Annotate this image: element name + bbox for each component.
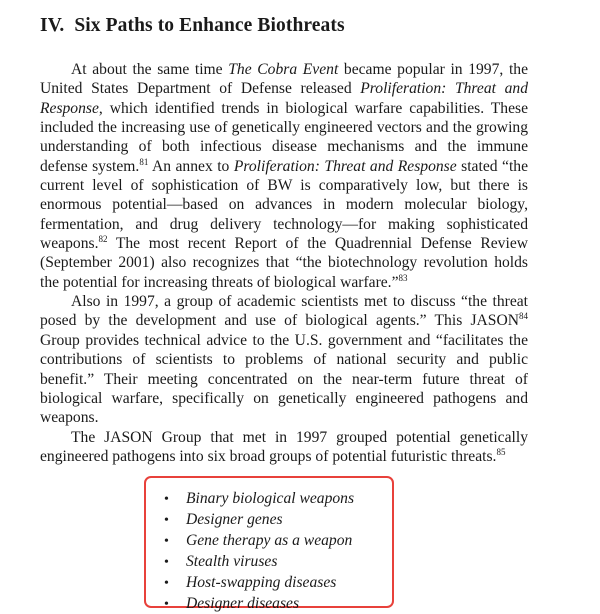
text-run: , which identified trends in biological warfare capabilities. These included the increasing use of genetically engineered vectors and the growing understanding of both infectious disease mechanisms and the immune defense system. <box>40 99 528 175</box>
list-item-text: Gene therapy as a weapon <box>186 532 353 549</box>
bullet-icon: • <box>164 597 169 612</box>
list-item <box>164 552 354 573</box>
bullet-icon: • <box>164 513 169 528</box>
list-item <box>164 510 354 531</box>
body-paragraph <box>40 292 528 427</box>
list-item-text: Host-swapping diseases <box>186 574 337 591</box>
italic-title: The Cobra Event <box>228 61 339 78</box>
footnote-ref: 85 <box>496 446 506 457</box>
text-run: became popular in 1997, the United States Department of Defense released <box>40 61 528 98</box>
footnote-ref: 81 <box>139 156 149 167</box>
body-paragraph <box>40 428 528 467</box>
italic-title: Proliferation: Threat and Response <box>40 80 528 117</box>
bullet-icon: • <box>164 555 169 570</box>
list-item <box>164 594 354 614</box>
footnote-ref: 84 <box>519 311 528 322</box>
list-item-text: Designer genes <box>186 511 283 528</box>
list-item <box>164 573 354 594</box>
list-item-text: Binary biological weapons <box>186 490 355 507</box>
text-run: The most recent Report of the Quadrennial Defense Review (September 2001) also recognizes that “the biotechnology revolution holds the potential for increasing threats of biological warfare.” <box>40 235 528 291</box>
list-item <box>164 489 354 510</box>
bullet-icon: • <box>164 492 169 507</box>
threat-list <box>164 489 354 614</box>
text-run: At about the same time <box>71 61 229 78</box>
text-run: Group provides technical advice to the U.S. government and “facilitates the contributions of scientists to problems of national security and public benefit.” Their meeting concentrated on the near-term future threat of biological warfare, specifically on genetically engineered pathogens and weapons. <box>40 331 528 427</box>
section-title: Six Paths to Enhance Biothreats <box>74 15 345 36</box>
bullet-icon: • <box>164 576 169 591</box>
list-item-text: Designer diseases <box>186 595 300 612</box>
text-run: stated “the current level of sophistication of BW is comparatively low, but there is enormous potential—based on advances in modern molecular biology, fermentation, and drug delivery technology—for making sophisticated weapons. <box>40 157 528 253</box>
body-paragraph <box>40 60 528 292</box>
list-item-text: Stealth viruses <box>186 553 278 570</box>
body-text <box>40 60 528 466</box>
text-run: An annex to <box>148 157 234 175</box>
text-run: Also in 1997, a group of academic scientists met to discuss “the threat posed by the development and use of biological agents.” This JASON <box>40 293 528 330</box>
list-item <box>164 531 354 552</box>
section-heading <box>40 15 345 37</box>
footnote-ref: 83 <box>398 272 408 283</box>
section-number: IV. <box>40 15 65 36</box>
bullet-icon: • <box>164 534 169 549</box>
text-run: The JASON Group that met in 1997 grouped potential genetically engineered pathogens into six broad groups of potential futuristic threats. <box>40 428 528 465</box>
footnote-ref: 82 <box>98 234 108 245</box>
italic-title: Proliferation: Threat and Response <box>233 157 457 175</box>
